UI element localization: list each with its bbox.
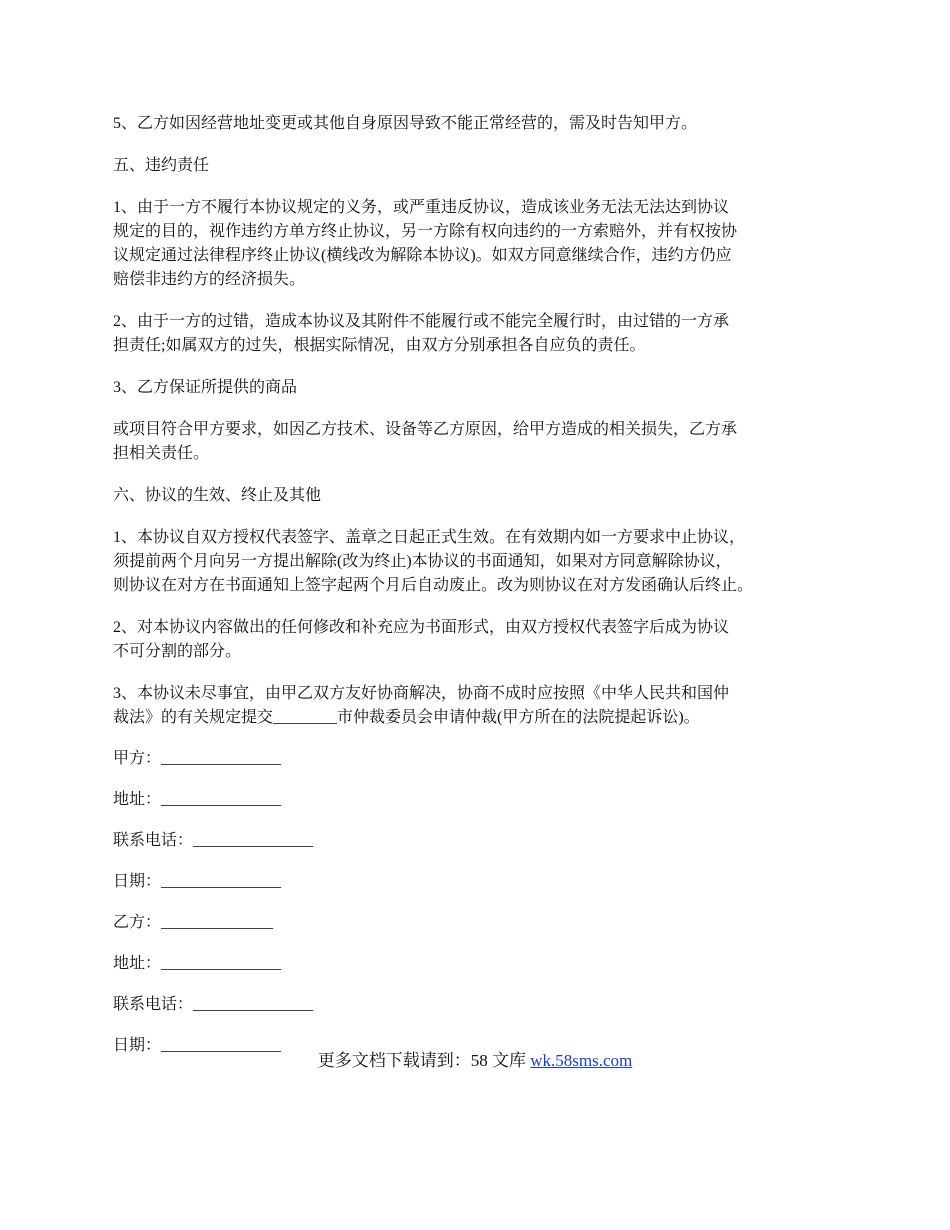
paragraph — [113, 484, 853, 508]
paragraph-line: 六、协议的生效、终止及其他 — [113, 487, 322, 504]
paragraph — [113, 376, 853, 400]
paragraph-line: 担责任;如属双方的过失，根据实际情况，由双方分别承担各自应负的责任。 — [113, 337, 646, 354]
paragraph — [113, 154, 853, 178]
paragraph — [113, 616, 853, 664]
paragraph-line: 则协议在对方在书面通知上签字起两个月后自动废止。改为则协议在对方发函确认后终止。 — [113, 577, 754, 594]
signature-line: 地址：_______________ — [113, 955, 282, 972]
paragraph — [113, 310, 853, 358]
paragraph-line: 议规定通过法律程序终止协议(横线改为解除本协议)。如双方同意继续合作，违约方仍应 — [113, 247, 732, 264]
paragraph-line: 2、对本协议内容做出的任何修改和补充应为书面形式，由双方授权代表签字后成为协议 — [113, 619, 730, 636]
paragraph-line: 赔偿非违约方的经济损失。 — [113, 271, 306, 288]
paragraph-line: 或项目符合甲方要求，如因乙方技术、设备等乙方原因，给甲方造成的相关损失，乙方承 — [113, 421, 738, 438]
paragraph-line: 担相关责任。 — [113, 445, 210, 462]
footer-text: 更多文档下载请到：58 文库 — [317, 1051, 531, 1070]
signature-line: 日期：_______________ — [113, 873, 282, 890]
signature-line: 乙方：______________ — [113, 914, 274, 931]
document-body — [113, 112, 853, 1076]
paragraph-line: 3、本协议未尽事宜，由甲乙双方友好协商解决，协商不成时应按照《中华人民共和国仲 — [113, 685, 730, 702]
footer-link[interactable]: wk.58sms.com — [530, 1051, 633, 1070]
signature-line: 日期：_______________ — [113, 1037, 282, 1054]
paragraph — [113, 526, 853, 598]
paragraph — [113, 682, 853, 730]
page-footer — [0, 1049, 950, 1073]
paragraph-line: 不可分割的部分。 — [113, 643, 242, 660]
paragraph — [113, 112, 853, 136]
paragraph — [113, 196, 853, 292]
paragraph-line: 5、乙方如因经营地址变更或其他自身原因导致不能正常经营的，需及时告知甲方。 — [113, 115, 698, 132]
paragraph-line: 2、由于一方的过错，造成本协议及其附件不能履行或不能完全履行时，由过错的一方承 — [113, 313, 730, 330]
paragraph-line: 五、违约责任 — [113, 157, 210, 174]
signature-block — [113, 748, 853, 1057]
paragraph — [113, 418, 853, 466]
signature-line: 联系电话：_______________ — [113, 996, 314, 1013]
paragraph-line: 须提前两个月向另一方提出解除(改为终止)本协议的书面通知，如果对方同意解除协议， — [113, 553, 732, 570]
paragraph-line: 1、由于一方不履行本协议规定的义务，或严重违反协议，造成该业务无法无法达到协议 — [113, 199, 730, 216]
signature-line: 联系电话：_______________ — [113, 832, 314, 849]
paragraph-line: 1、本协议自双方授权代表签字、盖章之日起正式生效。在有效期内如一方要求中止协议， — [113, 529, 746, 546]
paragraph-line: 3、乙方保证所提供的商品 — [113, 379, 298, 396]
paragraph-line: 裁法》的有关规定提交________市仲裁委员会申请仲裁(甲方所在的法院提起诉讼)。 — [113, 709, 700, 726]
signature-line: 甲方：_______________ — [113, 750, 282, 767]
clause-list — [113, 112, 853, 730]
paragraph-line: 规定的目的，视作违约方单方终止协议，另一方除有权向违约的一方索赔外，并有权按协 — [113, 223, 738, 240]
signature-line: 地址：_______________ — [113, 791, 282, 808]
